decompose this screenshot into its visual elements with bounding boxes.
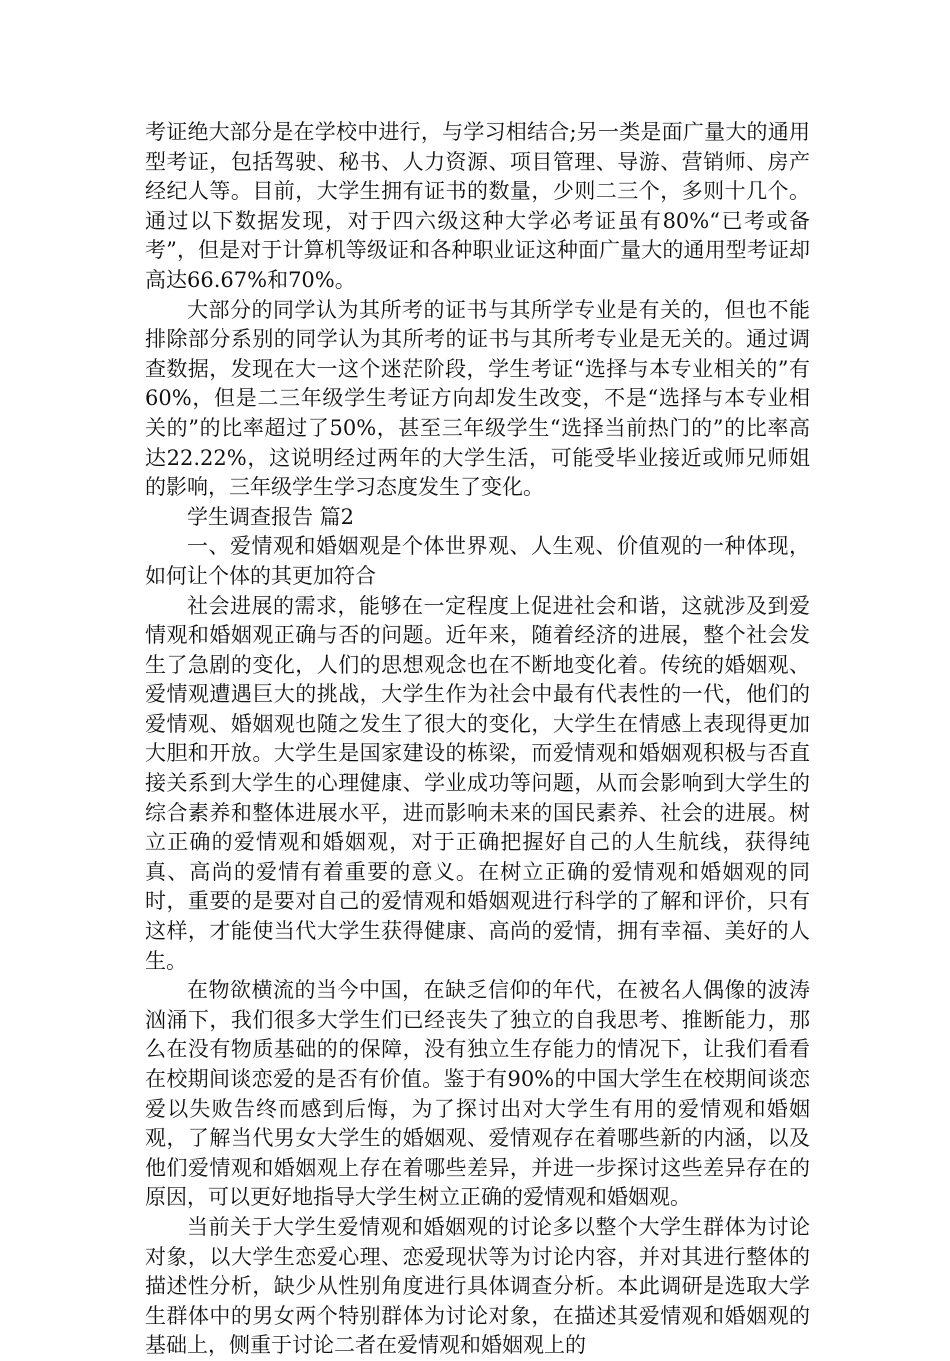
paragraph-social-development: 社会进展的需求，能够在一定程度上促进社会和谐，这就涉及到爱情观和婚姻观正确与否的问题。近年来，随着经济的进展，整个社会发生了急剧的变化，人们的思想观念也在不断地变化着。传统的婚姻观、爱情观遭遇巨大的挑战，大学生作为社会中最有代表性的一代，他们的爱情观、婚姻观也随之发生了很大的变化，大学生在情感上表现得更加大胆和开放。大学生是国家建设的栋梁，而爱情观和婚姻观积极与否直接关系到大学生的心理健康、学业成功等问题，从而会影响到大学生的综合素养和整体进展水平，进而影响未来的国民素养、社会的进展。树立正确的爱情观和婚姻观，对于正确把握好自己的人生航线，获得纯真、高尚的爱情有着重要的意义。在树立正确的爱情观和婚姻观的同时，重要的是要对自己的爱情观和婚姻观进行科学的了解和评价，只有这样，才能使当代大学生获得健康、高尚的爱情，拥有幸福、美好的人生。: [145, 593, 810, 973]
paragraph-certificates-overview: 考证绝大部分是在学校中进行，与学习相结合;另一类是面广量大的通用型考证，包括驾驶、秘书、人力资源、项目管理、导游、营销师、房产经纪人等。目前，大学生拥有证书的数量，少则二三个，多则十几个。通过以下数据发现，对于四六级这种大学必考证虽有80%“已考或备考”，但是对于计算机等级证和各种职业证这种面广量大的通用型考证却高达66.67%和70%。: [145, 120, 810, 292]
paragraph-research-scope: 当前关于大学生爱情观和婚姻观的讨论多以整个大学生群体为讨论对象，以大学生恋爱心理、恋爱现状等为讨论内容，并对其进行整体的描述性分析，缺少从性别角度进行具体调查分析。本此调研是选取大学生群体中的男女两个特别群体为讨论对象，在描述其爱情观和婚姻观的基础上，侧重于讨论二者在爱情观和婚姻观上的: [145, 1214, 810, 1358]
paragraph-love-marriage-intro: 一、爱情观和婚姻观是个体世界观、人生观、价值观的一种体现，如何让个体的其更加符合: [145, 534, 810, 588]
document-body: [145, 118, 810, 1361]
paragraph-materialism: 在物欲横流的当今中国，在缺乏信仰的年代，在被名人偶像的波涛汹涌下，我们很多大学生们已经丧失了独立的自我思考、推断能力，那么在没有物质基础的的保障，没有独立生存能力的情况下，让我们看看在校期间谈恋爱的是否有价值。鉴于有90%的中国大学生在校期间谈恋爱以失败告终而感到后悔，为了探讨出对大学生有用的爱情观和婚姻观，了解当代男女大学生的婚姻观、爱情观存在着哪些新的内涵，以及他们爱情观和婚姻观上存在着哪些差异，并进一步探讨这些差异存在的原因，可以更好地指导大学生树立正确的爱情观和婚姻观。: [145, 978, 810, 1210]
section-heading: 学生调查报告 篇2: [187, 504, 355, 529]
paragraph-certificates-major-relation: 大部分的同学认为其所考的证书与其所学专业是有关的，但也不能排除部分系别的同学认为其所考的证书与其所考专业是无关的。通过调查数据，发现在大一这个迷茫阶段，学生考证“选择与本专业相关的”有60%，但是二三年级学生考证方向却发生改变，不是“选择与本专业相关的”的比率超过了50%，甚至三年级学生“选择当前热门的”的比率高达22.22%，这说明经过两年的大学生活，可能受毕业接近或师兄师姐的影响，三年级学生学习态度发生了变化。: [145, 297, 810, 500]
